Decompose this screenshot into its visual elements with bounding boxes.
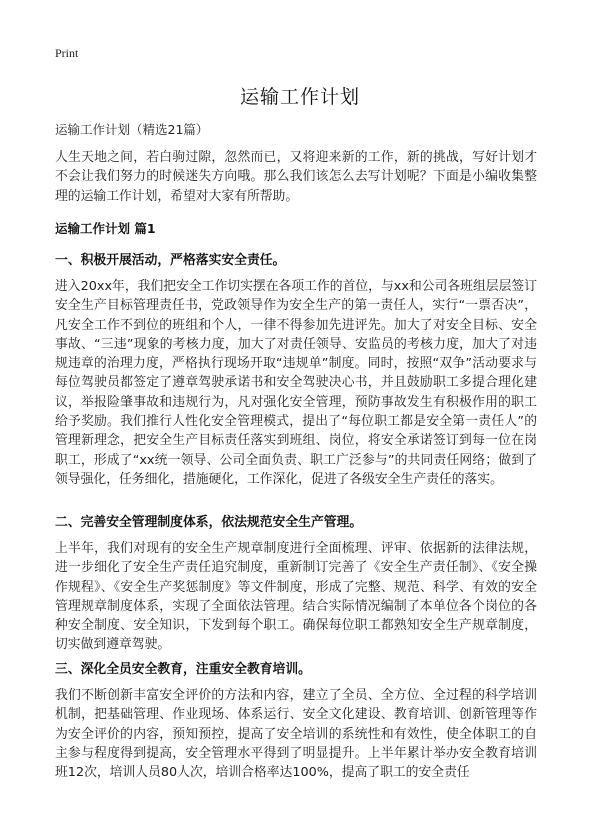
section-heading-3: 三、深化全员安全教育，注重安全教育培训。 [55,662,311,677]
section-heading-1: 一、积极开展活动，严格落实安全责任。 [55,253,286,268]
document-title: 运输工作计划 [239,86,360,108]
section-body-3: 我们不断创新丰富安全评价的方法和内容，建立了全员、全方位、全过程的科学培训机制，把基础管理、作业现场、体系运行、安全文化建设、教育培训、创新管理等作为安全评价的内容，预知预控，提高了安全培训的系统性和有效性，使全体职工的自主参与程度得到提高，安全管理水平得到了明显提升。上半年累计举办安全教育培训班12次，培训人员80人次，培训合格率达100%，提高了职工的安全责任 [55,688,537,781]
print-label: Print [55,46,79,60]
section-body-2: 上半年，我们对现有的安全生产规章制度进行全面梳理、评审、依据新的法律法规，进一步细化了安全生产责任追究制度，重新制订完善了《安全生产责任制》、《安全操作规程》、《安全生产奖惩制度》等文件制度，形成了完整、规范、科学、有效的安全管理规章制度体系，实现了全面依法管理。结合实际情况编制了本单位各个岗位的各种安全制度、安全知识，下发到每个职工。确保每位职工都熟知安全生产规章制度，切实做到遵章驾驶。 [55,541,537,653]
section-body-1: 进入20xx年，我们把安全工作切实摆在各项工作的首位，与xx和公司各班组层层签订安全生产目标管理责任书，党政领导作为安全生产的第一责任人，实行“一票否决”，凡安全工作不到位的班组和个人，一律不得参加先进评先。加大了对安全目标、安全事故、“三违”现象的考核力度，加大了对责任领导、安监员的考核力度，加大了对违规违章的治理力度，严格执行现场开取“违规单”制度。同时，按照“双争”活动要求与每位驾驶员都签定了遵章驾驶承诺书和安全驾驶决心书，并且鼓励职工多提合理化建议，举报险肇事故和违规行为，凡对强化安全管理，预防事故发生有积极作用的职工给予奖励。我们推行人性化安全管理模式，提出了“每位职工都是安全第一责任人”的管理新理念，把安全生产目标责任落实到班组、岗位，将安全承诺签订到每一位在岗职工，形成了“xx统一领导、公司全面负责、职工广泛参与”的共同责任网络；做到了领导强化，任务细化，措施硬化，工作深化，促进了各级安全生产责任的落实。 [55,279,537,487]
intro-paragraph: 人生天地之间，若白驹过隙，忽然而已，又将迎来新的工作，新的挑战，写好计划才不会让我们努力的时候迷失方向哦。那么我们该怎么去写计划呢？下面是小编收集整理的运输工作计划，希望对大家有所帮助。 [55,150,537,204]
section-heading-2: 二、完善安全管理制度体系，依法规范安全生产管理。 [55,515,363,530]
article-heading: 运输工作计划 篇1 [55,221,156,236]
document-subtitle: 运输工作计划（精选21篇） [55,122,209,137]
